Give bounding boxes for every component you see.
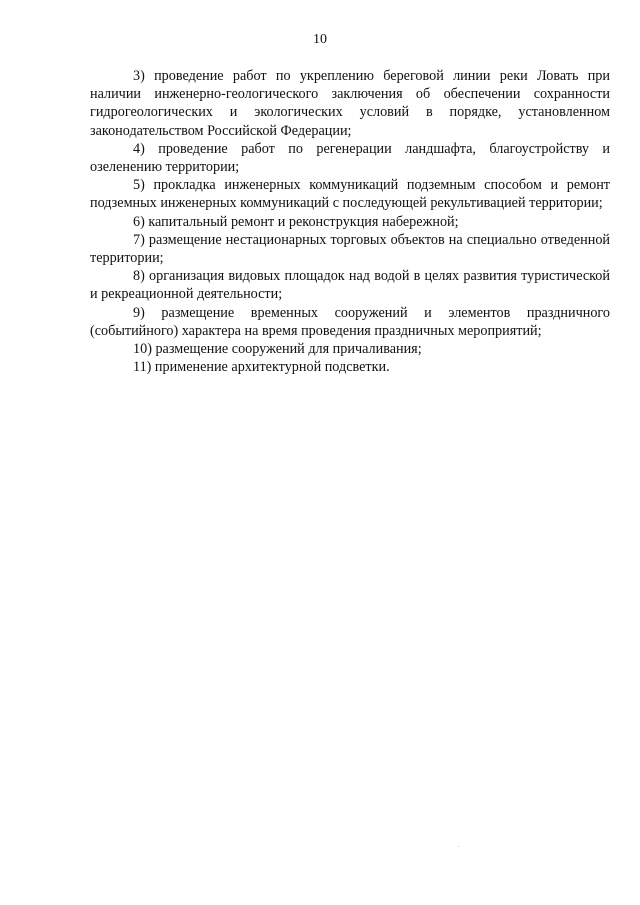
list-item-8: 8) организация видовых площадок над водой в целях развития туристической и рекреационной деятельности;: [90, 268, 610, 303]
page-number: 10: [313, 32, 327, 47]
list-item-7: 7) размещение нестационарных торговых объектов на специально отведенной территории;: [90, 231, 610, 267]
scan-speck: [458, 846, 459, 847]
list-item-5: 5) прокладка инженерных коммуникаций подземным способом и ремонт подземных инженерных коммуникаций с последующей рекультивацией территории;: [90, 177, 610, 212]
list-item-3: 3) проведение работ по укреплению береговой линии реки Ловать при наличии инженерно-геологического заключения об обеспечении сохранности гидрогеологических и экологических условий в порядке, установленном законодательством Российской Федерации;: [90, 68, 610, 139]
list-item-4: 4) проведение работ по регенерации ландшафта, благоустройству и озеленению территории;: [90, 140, 610, 176]
list-item-10: 10) размещение сооружений для причаливания;: [133, 341, 422, 358]
list-item-11: 11) применение архитектурной подсветки.: [133, 359, 390, 376]
list-item-6: 6) капитальный ремонт и реконструкция набережной;: [133, 213, 459, 230]
list-item-9: 9) размещение временных сооружений и элементов праздничного (событийного) характера на время проведения праздничных мероприятий;: [90, 304, 610, 339]
document-body: [90, 67, 610, 376]
